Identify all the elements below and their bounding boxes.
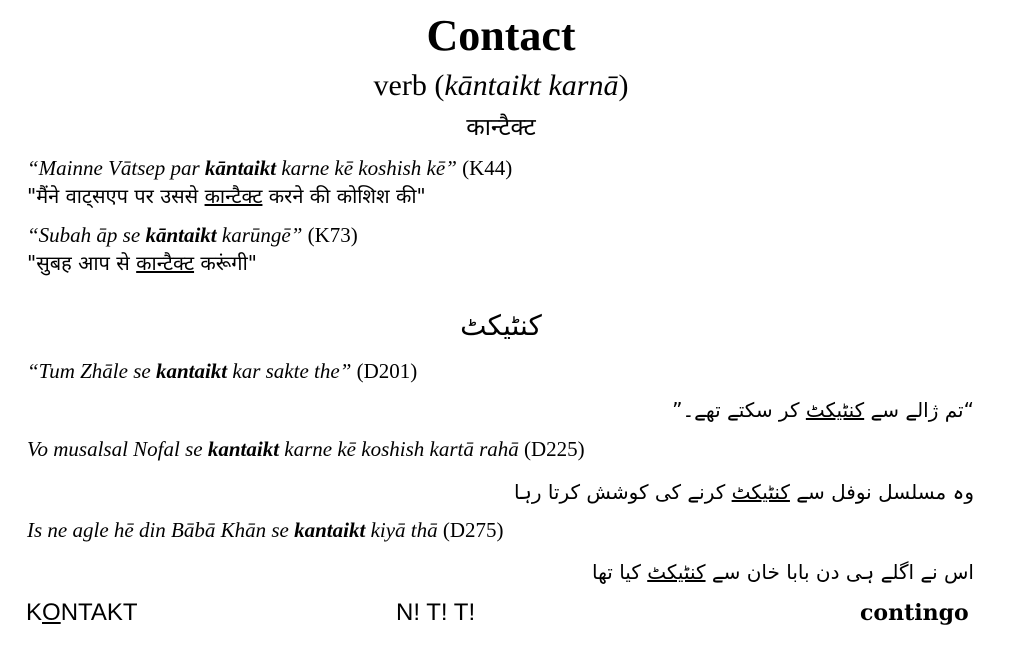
roman-text: Vo musalsal Nofal se xyxy=(27,437,208,461)
urdu-keyword: کنٹیکٹ xyxy=(647,560,706,584)
urdu-example-2-script xyxy=(74,478,974,506)
devanagari-text: "सुबह आप से xyxy=(27,251,137,275)
roman-text: kar sakte the” xyxy=(227,359,352,383)
devanagari-text: करने की कोशिश की" xyxy=(262,184,426,208)
urdu-example-1-script xyxy=(74,396,974,424)
devanagari-keyword: कान्टैक्ट xyxy=(204,184,263,208)
hindi-headword: कान्टैक्ट xyxy=(466,113,536,141)
roman-keyword: kantaikt xyxy=(207,437,280,461)
roman-text: karne kē koshish kartā rahā xyxy=(279,437,519,461)
urdu-example-3-script xyxy=(74,558,974,586)
hindi-example-2-devanagari xyxy=(27,250,997,276)
roman-text: karne kē koshish kē” xyxy=(276,156,457,180)
footer-left-text: NTAKT xyxy=(60,599,138,626)
urdu-text: کیا تھا xyxy=(591,560,648,584)
source-reference: (D275) xyxy=(437,518,504,542)
roman-text: karūngē” xyxy=(216,223,303,247)
roman-text: “Subah āp se xyxy=(27,223,146,247)
hindi-example-2-roman xyxy=(27,222,997,248)
hindi-example-1-devanagari xyxy=(27,183,997,209)
urdu-keyword: کنٹیکٹ xyxy=(731,480,790,504)
footer-left-text: K xyxy=(26,599,43,626)
urdu-text: کرنے کی کوشش کرتا رہا xyxy=(514,480,732,504)
urdu-example-1-roman xyxy=(27,358,997,384)
footer-middle-word: N! T! T! xyxy=(396,599,476,626)
urdu-text: “تم ژالے سے xyxy=(864,398,974,422)
pos-suffix: ) xyxy=(618,69,629,102)
urdu-keyword: کنٹیکٹ xyxy=(805,398,865,422)
page-title: Contact xyxy=(426,11,576,60)
pos-prefix: verb ( xyxy=(373,69,445,102)
roman-keyword: kantaikt xyxy=(155,359,228,383)
roman-keyword: kāntaikt xyxy=(204,156,277,180)
source-reference: (K73) xyxy=(302,223,358,247)
footer-left-underlined-letter: O xyxy=(42,599,61,626)
hindi-example-1-roman xyxy=(27,155,997,181)
urdu-headword: کنٹیکٹ xyxy=(460,309,542,342)
roman-keyword: kāntaikt xyxy=(145,223,217,247)
footer-right-word: contingo xyxy=(860,600,969,626)
urdu-text: کر سکتے تھے۔” xyxy=(672,398,806,422)
urdu-text: اس نے اگلے ہی دن بابا خان سے xyxy=(705,560,974,584)
urdu-text: وہ مسلسل نوفل سے xyxy=(789,480,974,504)
footer-left-word xyxy=(26,598,138,628)
source-reference: (D201) xyxy=(351,359,418,383)
source-reference: (D225) xyxy=(518,437,585,461)
roman-text: kiyā thā xyxy=(365,518,438,542)
source-reference: (K44) xyxy=(456,156,513,180)
urdu-example-3-roman xyxy=(27,517,997,543)
urdu-example-2-roman xyxy=(27,436,997,462)
devanagari-text: "मैंने वाट्सएप पर उससे xyxy=(27,184,205,208)
part-of-speech xyxy=(0,68,1002,104)
pos-transliteration: kāntaikt karnā xyxy=(444,69,619,102)
roman-text: “Tum Zhāle se xyxy=(27,359,156,383)
devanagari-keyword: कान्टैक्ट xyxy=(136,251,195,275)
roman-keyword: kantaikt xyxy=(294,518,366,542)
roman-text: “Mainne Vātsep par xyxy=(27,156,205,180)
devanagari-text: करूंगी" xyxy=(194,251,257,275)
roman-text: Is ne agle hē din Bābā Khān se xyxy=(27,518,295,542)
